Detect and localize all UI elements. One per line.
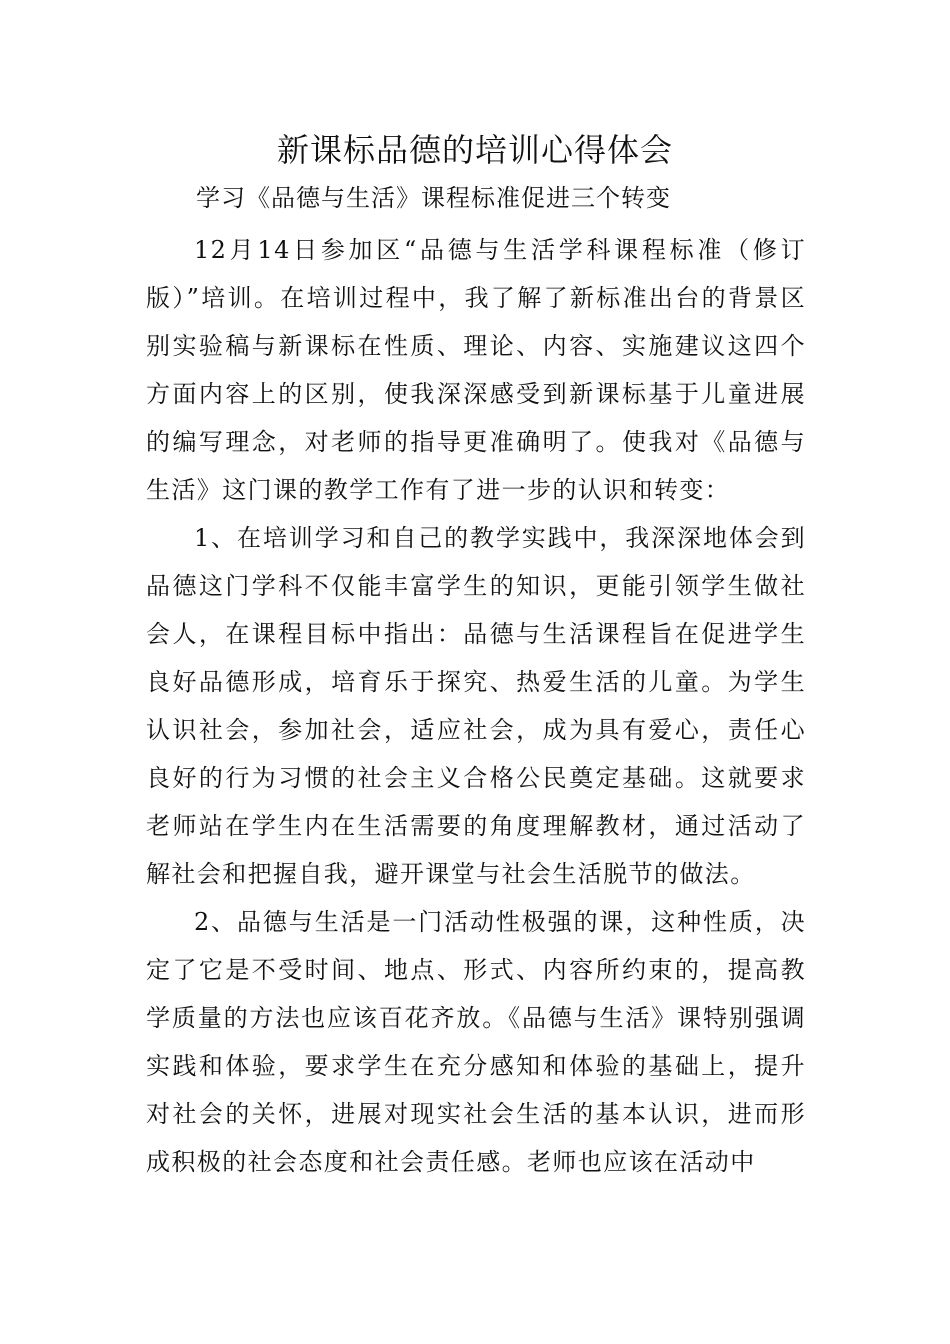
paragraph-point-2: 2、品德与生活是一门活动性极强的课，这种性质，决定了它是不受时间、地点、形式、内容所约束的，提高教学质量的方法也应该百花齐放。《品德与生活》课特别强调实践和体验，要求学生在充分感知和体验的基础上，提升对社会的关怀，进展对现实社会生活的基本认识，进而形成积极的社会态度和社会责任感。老师也应该在活动中: [146, 908, 806, 1176]
document-body: [146, 226, 806, 1186]
paragraph-intro: 12月14日参加区“品德与生活学科课程标准（修订版）”培训。在培训过程中，我了解了新标准出台的背景区别实验稿与新课标在性质、理论、内容、实施建议这四个方面内容上的区别，使我深深感受到新课标基于儿童进展的编写理念，对老师的指导更准确明了。使我对《品德与生活》这门课的教学工作有了进一步的认识和转变：: [146, 236, 806, 504]
paragraph-point-1: 1、在培训学习和自己的教学实践中，我深深地体会到品德这门学科不仅能丰富学生的知识，更能引领学生做社会人，在课程目标中指出：品德与生活课程旨在促进学生良好品德形成，培育乐于探究、热爱生活的儿童。为学生认识社会，参加社会，适应社会，成为具有爱心，责任心良好的行为习惯的社会主义合格公民奠定基础。这就要求老师站在学生内在生活需要的角度理解教材，通过活动了解社会和把握自我，避开课堂与社会生活脱节的做法。: [146, 524, 806, 888]
document-title: 新课标品德的培训心得体会: [276, 131, 673, 169]
document-subtitle: 学习《品德与生活》课程标准促进三个转变: [196, 184, 671, 212]
